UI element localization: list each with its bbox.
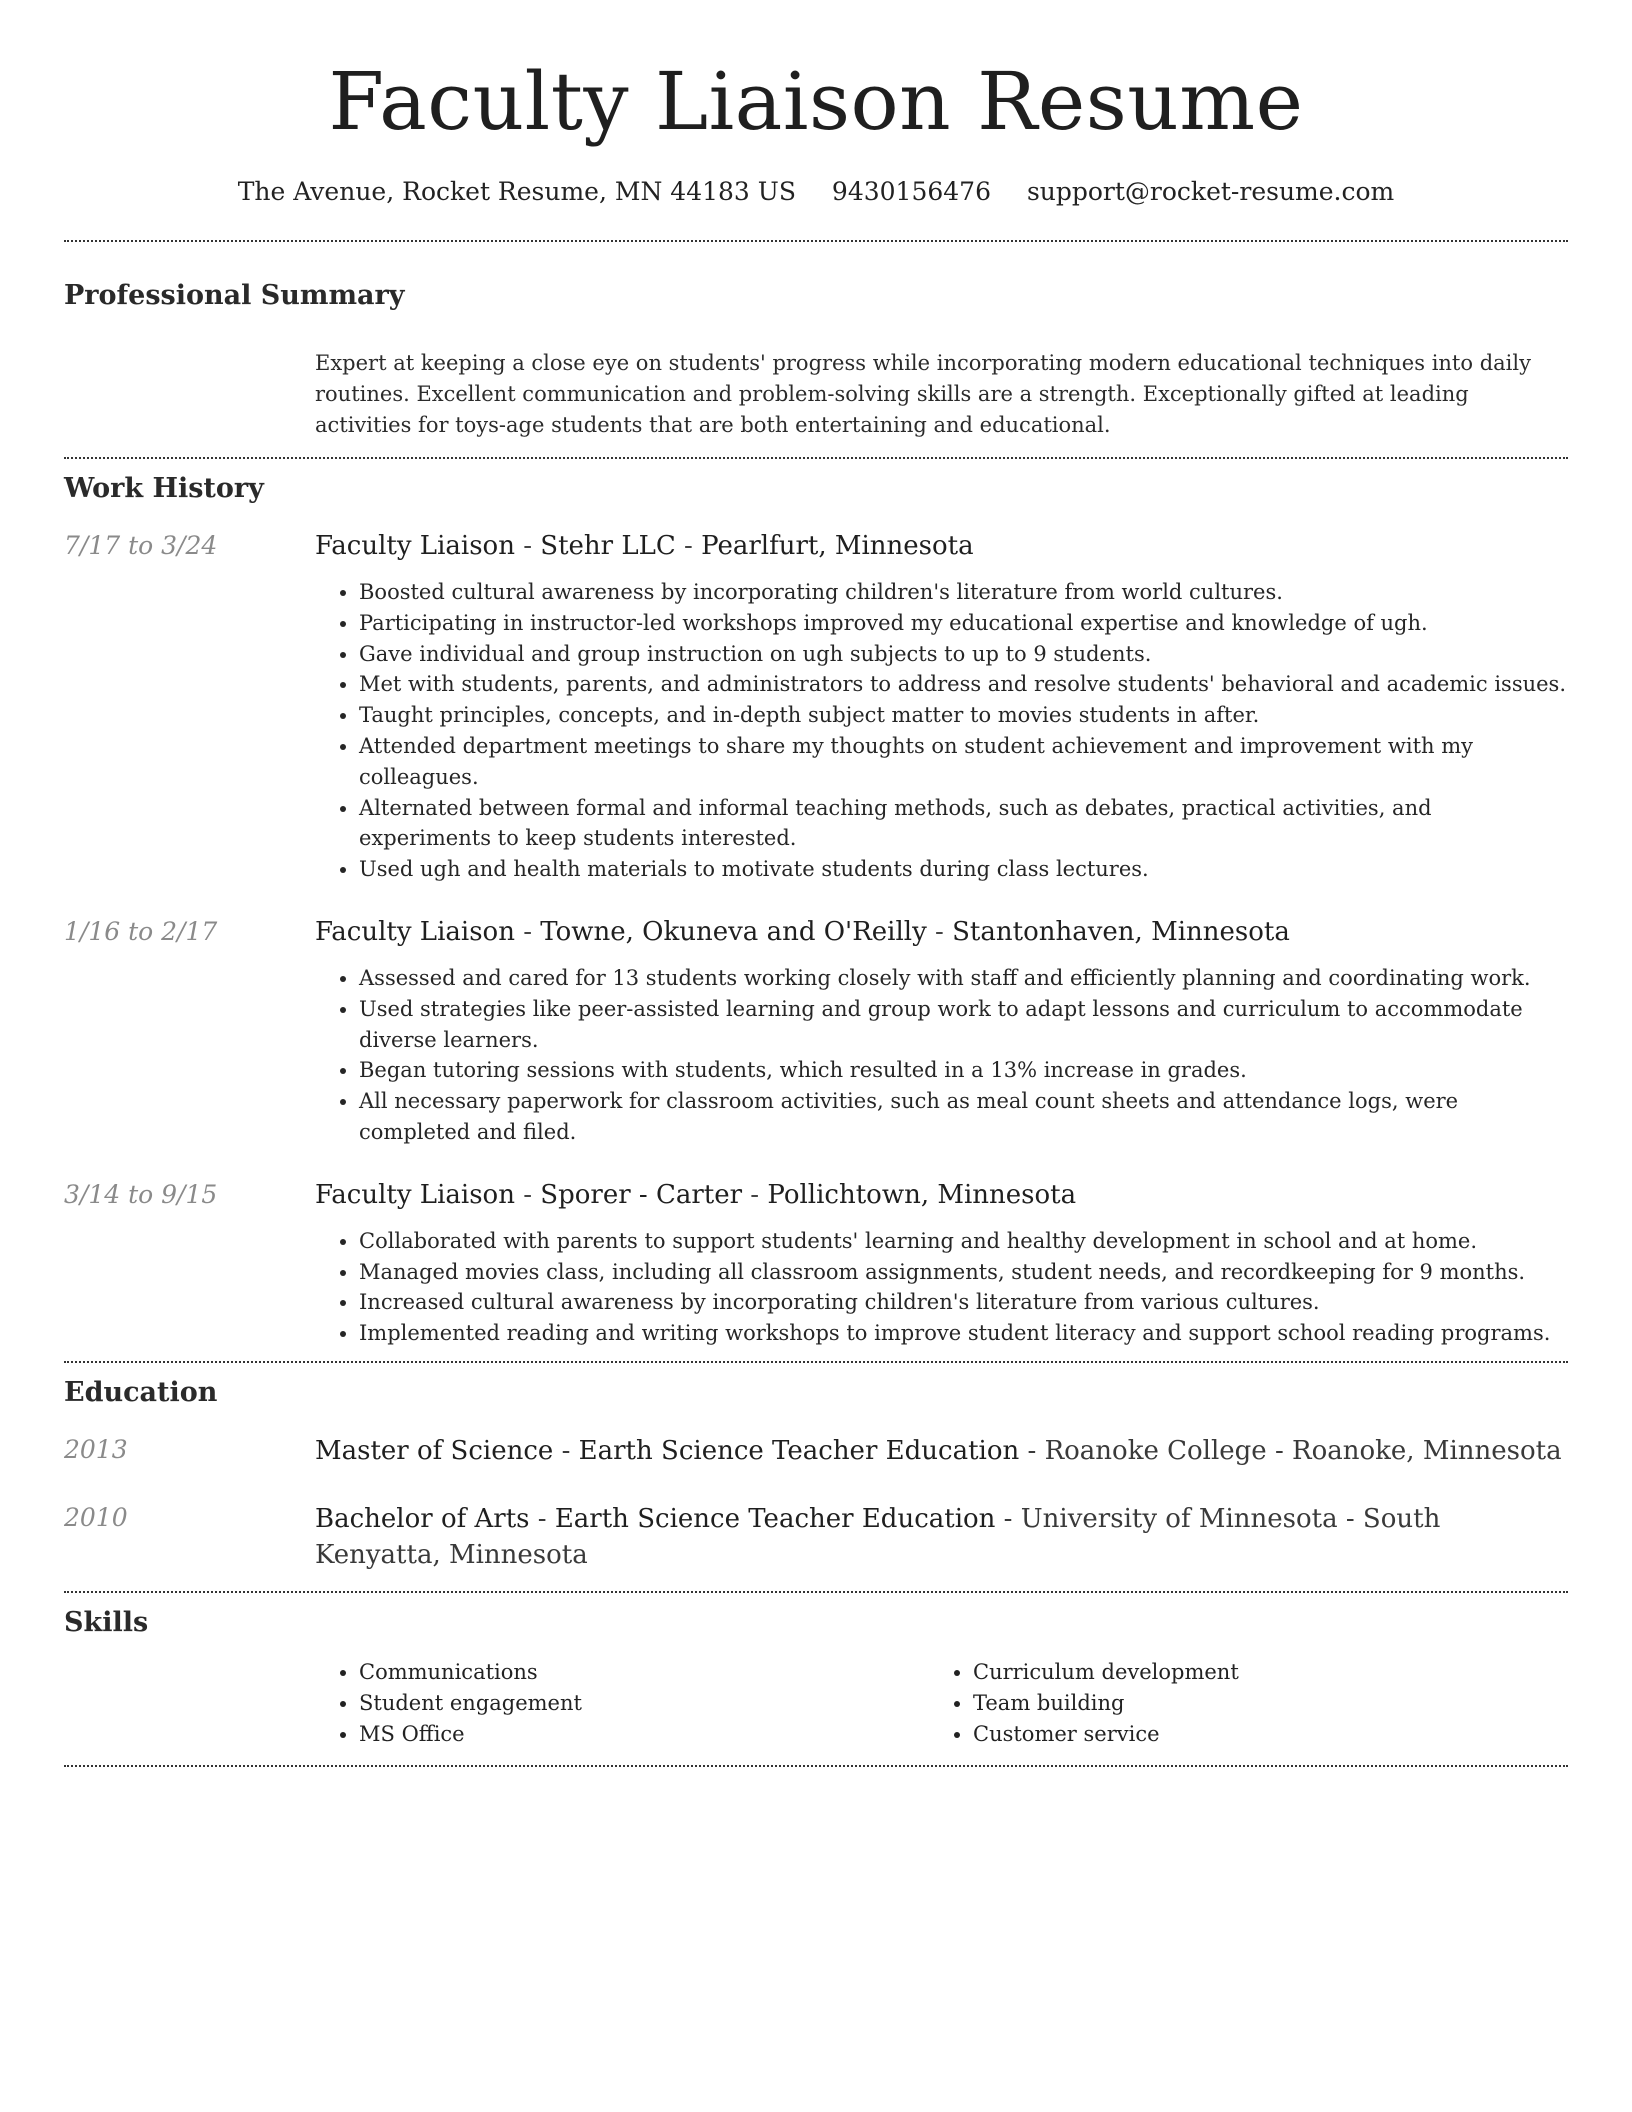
contact-address: The Avenue, Rocket Resume, MN 44183 US	[237, 177, 796, 206]
list-item: • Alternated between formal and informal teaching methods, such as debates, practical activities, and experiments to keep students interested.	[359, 793, 1568, 855]
job-entry	[64, 915, 1568, 1148]
job-title: Faculty Liaison	[315, 1179, 515, 1210]
skills-section	[64, 1593, 1568, 1765]
list-item: • Implemented reading and writing workshops to improve student literacy and support school reading programs.	[359, 1318, 1568, 1349]
contact-email: support@rocket-resume.com	[1026, 177, 1395, 206]
list-item: • All necessary paperwork for classroom activities, such as meal count sheets and attendance logs, were completed and filed.	[359, 1086, 1568, 1148]
education-entry: 2010 Bachelor of Arts - Earth Science Teacher Education - University of Minnesota - South Kenyatta, Minnesota	[64, 1501, 1568, 1573]
list-item: • Began tutoring sessions with students, which resulted in a 13% increase in grades.	[359, 1055, 1568, 1086]
job-dates: 1/16 to 2/17	[64, 916, 218, 946]
list-item: • Boosted cultural awareness by incorporating children's literature from world cultures.	[359, 577, 1568, 608]
job-title: Faculty Liaison	[315, 531, 515, 561]
education-degree: Bachelor of Arts	[315, 1503, 530, 1534]
job-entry	[64, 529, 1568, 885]
list-item: • Used strategies like peer-assisted learning and group work to adapt lessons and curriculum to accommodate diverse learners.	[359, 994, 1568, 1056]
job-dates: 7/17 to 3/24	[64, 531, 218, 560]
job-bullets	[315, 1226, 1568, 1349]
job-location: Stantonhaven, Minnesota	[952, 916, 1290, 947]
list-item: • Managed movies class, including all classroom assignments, student needs, and recordkeeping for 9 months.	[359, 1257, 1568, 1288]
education-location: South Kenyatta, Minnesota	[315, 1503, 1441, 1570]
skill-item: • Student engagement	[359, 1688, 929, 1719]
skill-item: • MS Office	[359, 1719, 929, 1750]
skill-item: • Team building	[973, 1688, 1543, 1719]
list-item: • Participating in instructor-led workshops improved my educational expertise and knowledge of ugh.	[359, 608, 1568, 639]
summary-section	[64, 242, 1568, 457]
education-field: Earth Science Teacher Education	[554, 1503, 996, 1534]
skills-list	[315, 1657, 1568, 1749]
job-heading: Faculty Liaison - Towne, Okuneva and O'Reilly - Stantonhaven, Minnesota	[315, 916, 1290, 947]
education-degree: Master of Science	[315, 1435, 554, 1466]
skill-item: • Communications	[359, 1657, 929, 1688]
job-heading: Faculty Liaison - Stehr LLC - Pearlfurt, Minnesota	[315, 531, 974, 561]
education-school: University of Minnesota	[1020, 1503, 1338, 1534]
list-item: • Gave individual and group instruction on ugh subjects to up to 9 students.	[359, 639, 1568, 670]
list-item: • Assessed and cared for 13 students working closely with staff and efficiently planning and coordinating work.	[359, 963, 1568, 994]
job-entry	[64, 1178, 1568, 1349]
education-school: Roanoke College	[1044, 1435, 1267, 1466]
skill-item: • Curriculum development	[973, 1657, 1543, 1688]
work-heading: Work History	[64, 473, 264, 504]
contact-phone: 9430156476	[831, 177, 991, 206]
education-section	[64, 1363, 1568, 1591]
job-title: Faculty Liaison	[315, 916, 515, 947]
job-heading: Faculty Liaison - Sporer - Carter - Pollichtown, Minnesota	[315, 1179, 1077, 1210]
education-heading: Education	[64, 1376, 218, 1408]
skills-column-left	[315, 1657, 929, 1749]
job-company: Stehr LLC	[540, 531, 676, 561]
education-year: 2010	[64, 1502, 128, 1532]
resume-title: Faculty Liaison Resume	[328, 55, 1304, 148]
skills-column-right	[929, 1657, 1543, 1749]
job-company: Towne, Okuneva and O'Reilly	[540, 916, 927, 947]
list-item: • Taught principles, concepts, and in-depth subject matter to movies students in after.	[359, 700, 1568, 731]
job-dates: 3/14 to 9/15	[64, 1179, 218, 1209]
job-bullets	[315, 577, 1568, 885]
job-location: Pollichtown, Minnesota	[767, 1179, 1077, 1210]
job-company: Sporer - Carter	[540, 1179, 743, 1210]
work-section	[64, 459, 1568, 1361]
contact-line	[64, 174, 1568, 210]
list-item: • Attended department meetings to share my thoughts on student achievement and improvement with my colleagues.	[359, 731, 1568, 793]
list-item: • Met with students, parents, and administrators to address and resolve students' behavioral and academic issues.	[359, 669, 1568, 700]
summary-heading: Professional Summary	[64, 280, 405, 311]
education-location: Roanoke, Minnesota	[1292, 1435, 1562, 1466]
list-item: • Increased cultural awareness by incorporating children's literature from various cultures.	[359, 1287, 1568, 1318]
education-field: Earth Science Teacher Education	[578, 1435, 1020, 1466]
skills-heading: Skills	[64, 1606, 149, 1638]
job-bullets	[315, 963, 1568, 1148]
list-item: • Collaborated with parents to support students' learning and healthy development in school and at home.	[359, 1226, 1568, 1257]
divider	[64, 1765, 1568, 1767]
summary-text: Expert at keeping a close eye on students' progress while incorporating modern educational techniques into daily routines. Excellent communication and problem-solving skills are a strength. Exceptionally gifted at leading activities for toys-age students that are both entertaining and educational.	[315, 351, 1531, 437]
education-year: 2013	[64, 1434, 128, 1464]
list-item: • Used ugh and health materials to motivate students during class lectures.	[359, 854, 1568, 885]
skill-item: • Customer service	[973, 1719, 1543, 1750]
education-entry: 2013 Master of Science - Earth Science Teacher Education - Roanoke College - Roanoke, Minnesota	[64, 1433, 1568, 1469]
job-location: Pearlfurt, Minnesota	[701, 531, 974, 561]
